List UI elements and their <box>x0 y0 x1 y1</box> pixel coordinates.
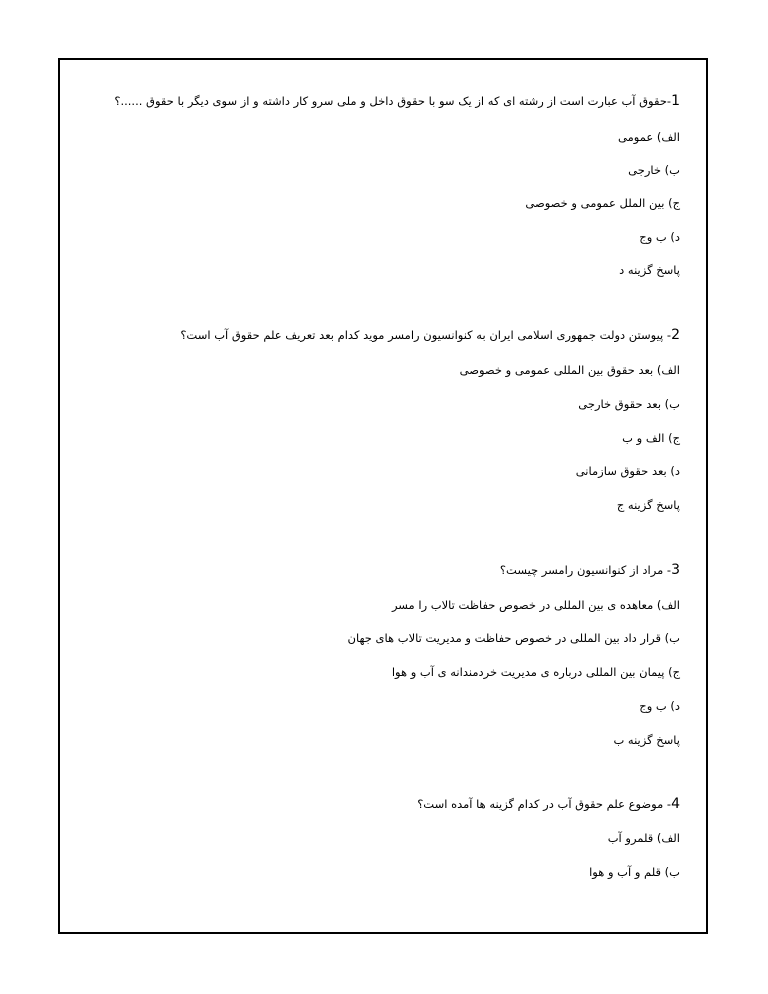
question-1-option-c: ج) بین الملل عمومی و خصوصی <box>525 196 680 210</box>
question-2-answer: پاسخ گزینه ج <box>616 498 680 512</box>
question-3-option-d: د) ب وج <box>639 699 680 713</box>
question-2-option-b: ب) بعد حقوق خارجی <box>578 397 680 411</box>
question-2-number: 2 <box>671 327 680 343</box>
question-2-text <box>180 327 680 343</box>
question-3-answer: پاسخ گزینه ب <box>613 733 680 747</box>
question-3-option-b: ب) قرار داد بین المللی در خصوص حفاظت و مدیریت تالاب های جهان <box>347 631 680 645</box>
question-1-option-a: الف) عمومی <box>618 130 680 144</box>
question-2-option-c: ج) الف و ب <box>622 431 680 445</box>
question-3-number: 3 <box>671 562 680 578</box>
question-2-option-d: د) بعد حقوق سازمانی <box>575 464 680 478</box>
question-4-body: - موضوع علم حقوق آب در کدام گزینه ها آمده است؟ <box>417 797 672 811</box>
question-1-answer: پاسخ گزینه د <box>619 263 680 277</box>
question-1-text <box>114 93 680 109</box>
question-1-option-d: د) ب وج <box>639 230 680 244</box>
question-4-option-a: الف) قلمرو آب <box>607 831 680 845</box>
question-3-option-c: ج) پیمان بین المللی درباره ی مدیریت خردمندانه ی آب و هوا <box>391 665 680 679</box>
question-3-body: - مراد از کنوانسیون رامسر چیست؟ <box>499 563 672 577</box>
question-1-number: 1 <box>671 93 680 109</box>
question-3-option-a: الف) معاهده ی بین المللی در خصوص حفاظت تالاب را مسر <box>391 598 680 612</box>
question-2-body: - پیوستن دولت جمهوری اسلامی ایران به کنوانسیون رامسر موید کدام بعد تعریف علم حقوق آب است؟ <box>180 328 672 342</box>
question-4-option-b: ب) قلم و آب و هوا <box>589 865 680 879</box>
question-1-option-b: ب) خارجی <box>628 163 680 177</box>
question-4-number: 4 <box>671 796 680 812</box>
question-1-body: -حقوق آب عبارت است از رشته ای که از یک سو با حقوق داخل و ملی سرو کار داشته و از سوی دیگر با حقوق ......؟ <box>114 94 672 108</box>
question-4-text <box>417 796 680 812</box>
question-3-text <box>500 562 680 578</box>
question-2-option-a: الف) بعد حقوق بین المللی عمومی و خصوصی <box>459 363 680 377</box>
